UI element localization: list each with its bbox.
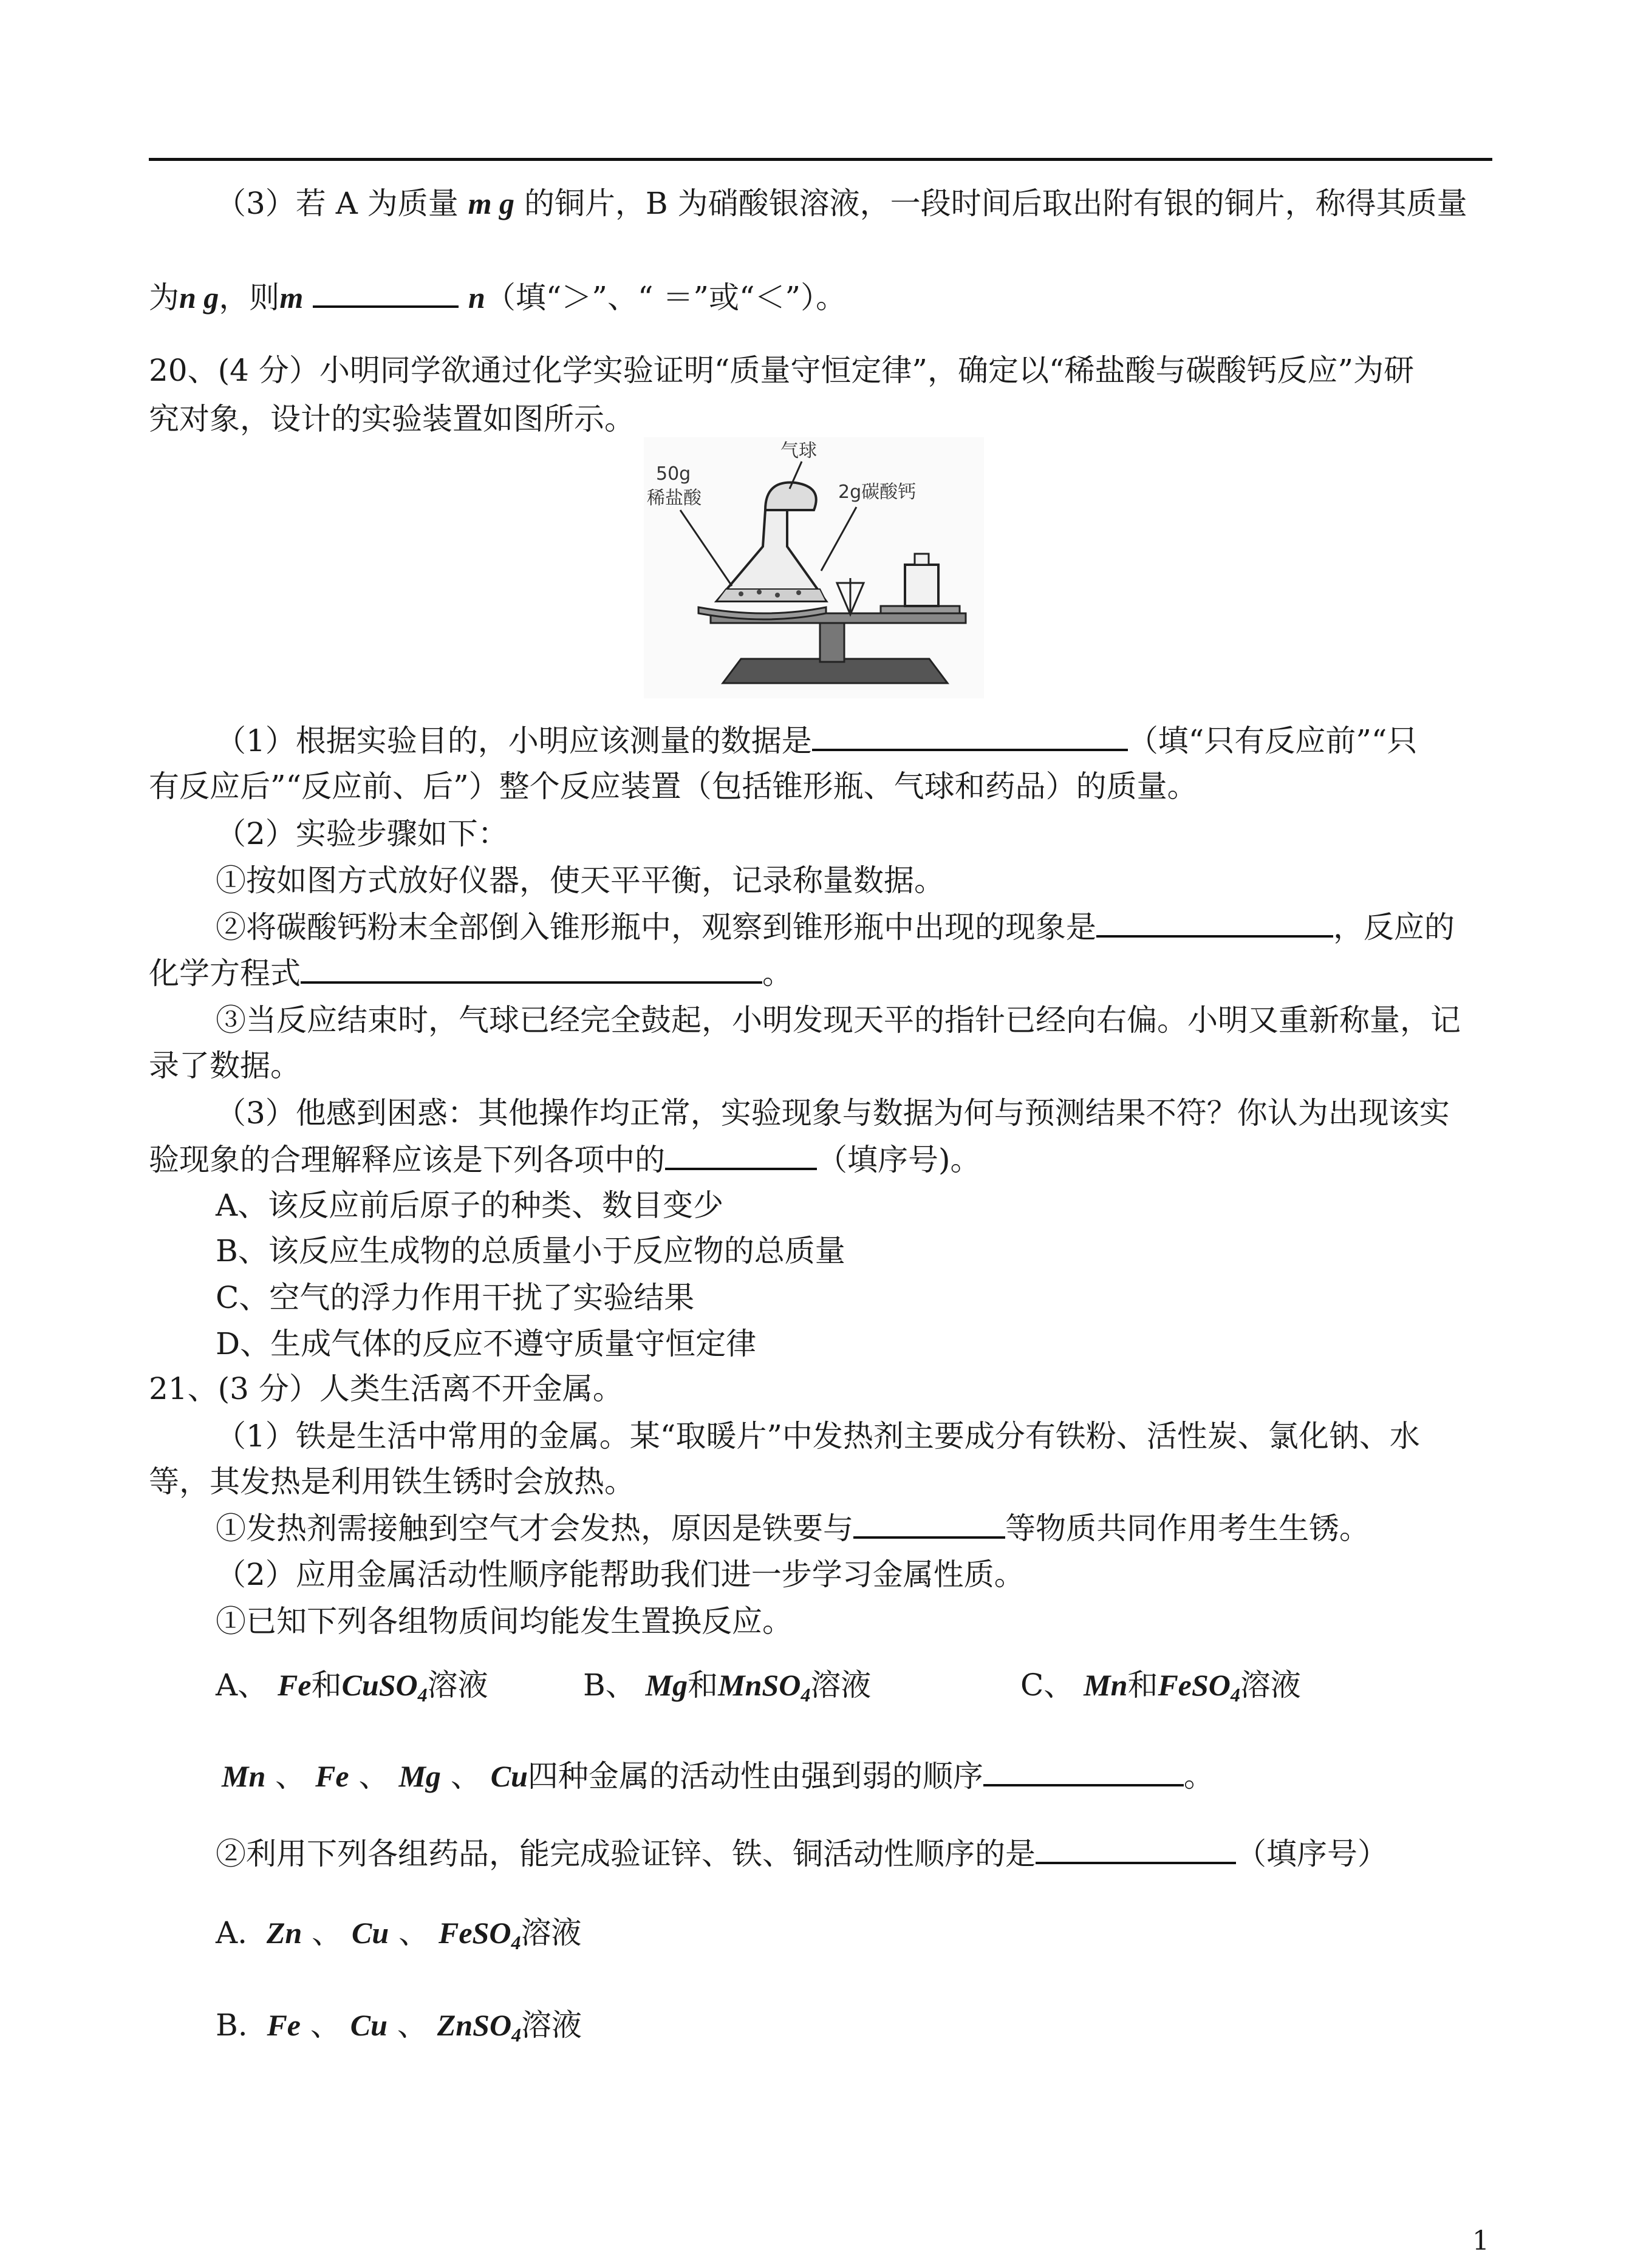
q20-head-line1: 20、(4 分）小明同学欲通过化学实验证明“质量守恒定律”，确定以“稀盐酸与碳酸钙反应”为研: [149, 353, 1415, 388]
q20-step2-line2: 化学方程式 。: [149, 952, 793, 995]
q20-part3-line2: 验现象的合理解释应该是下列各项中的 （填序号)。: [149, 1139, 981, 1181]
q20-option-c: C、空气的浮力作用干扰了实验结果: [216, 1280, 695, 1315]
figure-label-acid: 稀盐酸: [647, 488, 702, 509]
q21-pair-c: C、 Mn和FeSO$_4$溶液: [1020, 1667, 1301, 1706]
figure-label-acid-mass: 50g: [656, 463, 691, 485]
figure-label-caco3: 2g碳酸钙: [838, 482, 917, 503]
q20-option-a: A、该反应前后原子的种类、数目变少: [216, 1188, 724, 1223]
q20-part1-line2: 有反应后”“反应前、后”）整个反应装置（包括锥形瓶、气球和药品）的质量。: [149, 769, 1198, 804]
answer-blank-q20-1[interactable]: [812, 720, 1128, 751]
header-rule: [149, 158, 1492, 161]
q21-step1: ①发热剂需接触到空气才会发热，原因是铁要与 等物质共同作用考生生锈。: [216, 1507, 1370, 1550]
q20-step3-line1: ③当反应结束时，气球已经完全鼓起，小明发现天平的指针已经向右偏。小明又重新称量，记: [216, 1003, 1461, 1038]
answer-blank-q19[interactable]: [313, 276, 459, 308]
q21-head: 21、(3 分）人类生活离不开金属。: [149, 1371, 623, 1406]
q21-part1-line1: （1）铁是生活中常用的金属。某“取暖片”中发热剂主要成分有铁粉、活性炭、氯化钠、水: [216, 1418, 1420, 1454]
mass-m: m g: [468, 186, 515, 220]
figure-label-balloon: 气球: [780, 440, 817, 461]
q21-part1-line2: 等，其发热是利用铁生锈时会放热。: [149, 1464, 635, 1499]
q21-pair-a: A、 Fe和CuSO$_4$溶液: [216, 1667, 488, 1706]
q21-option-a: A. Zn 、 Cu 、 FeSO$_4$溶液: [216, 1915, 582, 1953]
q20-part1-line1: （1）根据实验目的，小明应该测量的数据是 （填“只有反应前”“只: [216, 720, 1418, 762]
answer-blank-q20-phenomenon[interactable]: [1096, 906, 1333, 938]
apparatus-figure: [644, 437, 984, 698]
q21-pair-b: B、 Mg和MnSO$_4$溶液: [583, 1667, 872, 1706]
answer-blank-q20-3[interactable]: [665, 1139, 817, 1170]
q20-step3-line2: 录了数据。: [149, 1048, 301, 1083]
answer-blank-q21-order[interactable]: [983, 1755, 1184, 1786]
q20-part3-line1: （3）他感到困惑：其他操作均正常，实验现象与数据为何与预测结果不符？你认为出现该实: [216, 1095, 1450, 1131]
q20-step2-line1: ②将碳酸钙粉末全部倒入锥形瓶中，观察到锥形瓶中出现的现象是 ，反应的: [216, 906, 1455, 948]
q20-part2-title: （2）实验步骤如下：: [216, 816, 508, 851]
q20-head-line2: 究对象，设计的实验装置如图所示。: [149, 401, 635, 437]
answer-blank-q20-equation[interactable]: [301, 952, 762, 984]
balance-apparatus-illustration: [644, 437, 984, 698]
q21-order-question: Mn 、 Fe 、 Mg 、 Cu四种金属的活动性由强到弱的顺序 。: [222, 1755, 1214, 1797]
answer-blank-q21-3[interactable]: [1036, 1833, 1236, 1864]
q20-step1: ①按如图方式放好仪器，使天平平衡，记录称量数据。: [216, 863, 944, 898]
q19-part3-line2: 为n g，则m n（填“＞”、“ ＝”或“＜”）。: [149, 276, 846, 319]
q21-step3: ②利用下列各组药品，能完成验证锌、铁、铜活动性顺序的是 （填序号）: [216, 1833, 1388, 1875]
q20-option-d: D、生成气体的反应不遵守质量守恒定律: [216, 1326, 757, 1361]
q21-part2-title: （2）应用金属活动性顺序能帮助我们进一步学习金属性质。: [216, 1557, 1025, 1592]
page-number: 1: [1472, 2225, 1489, 2256]
q19-part3-line1: （3）若 A 为质量 m g 的铜片，B 为硝酸银溶液，一段时间后取出附有银的铜片，称得其质量: [216, 186, 1467, 221]
q20-option-b: B、该反应生成物的总质量小于反应物的总质量: [216, 1233, 845, 1269]
q21-option-b: B. Fe 、 Cu 、 ZnSO$_4$溶液: [216, 2007, 582, 2046]
q21-step2: ①已知下列各组物质间均能发生置换反应。: [216, 1604, 793, 1639]
answer-blank-q21-1[interactable]: [853, 1507, 1005, 1539]
